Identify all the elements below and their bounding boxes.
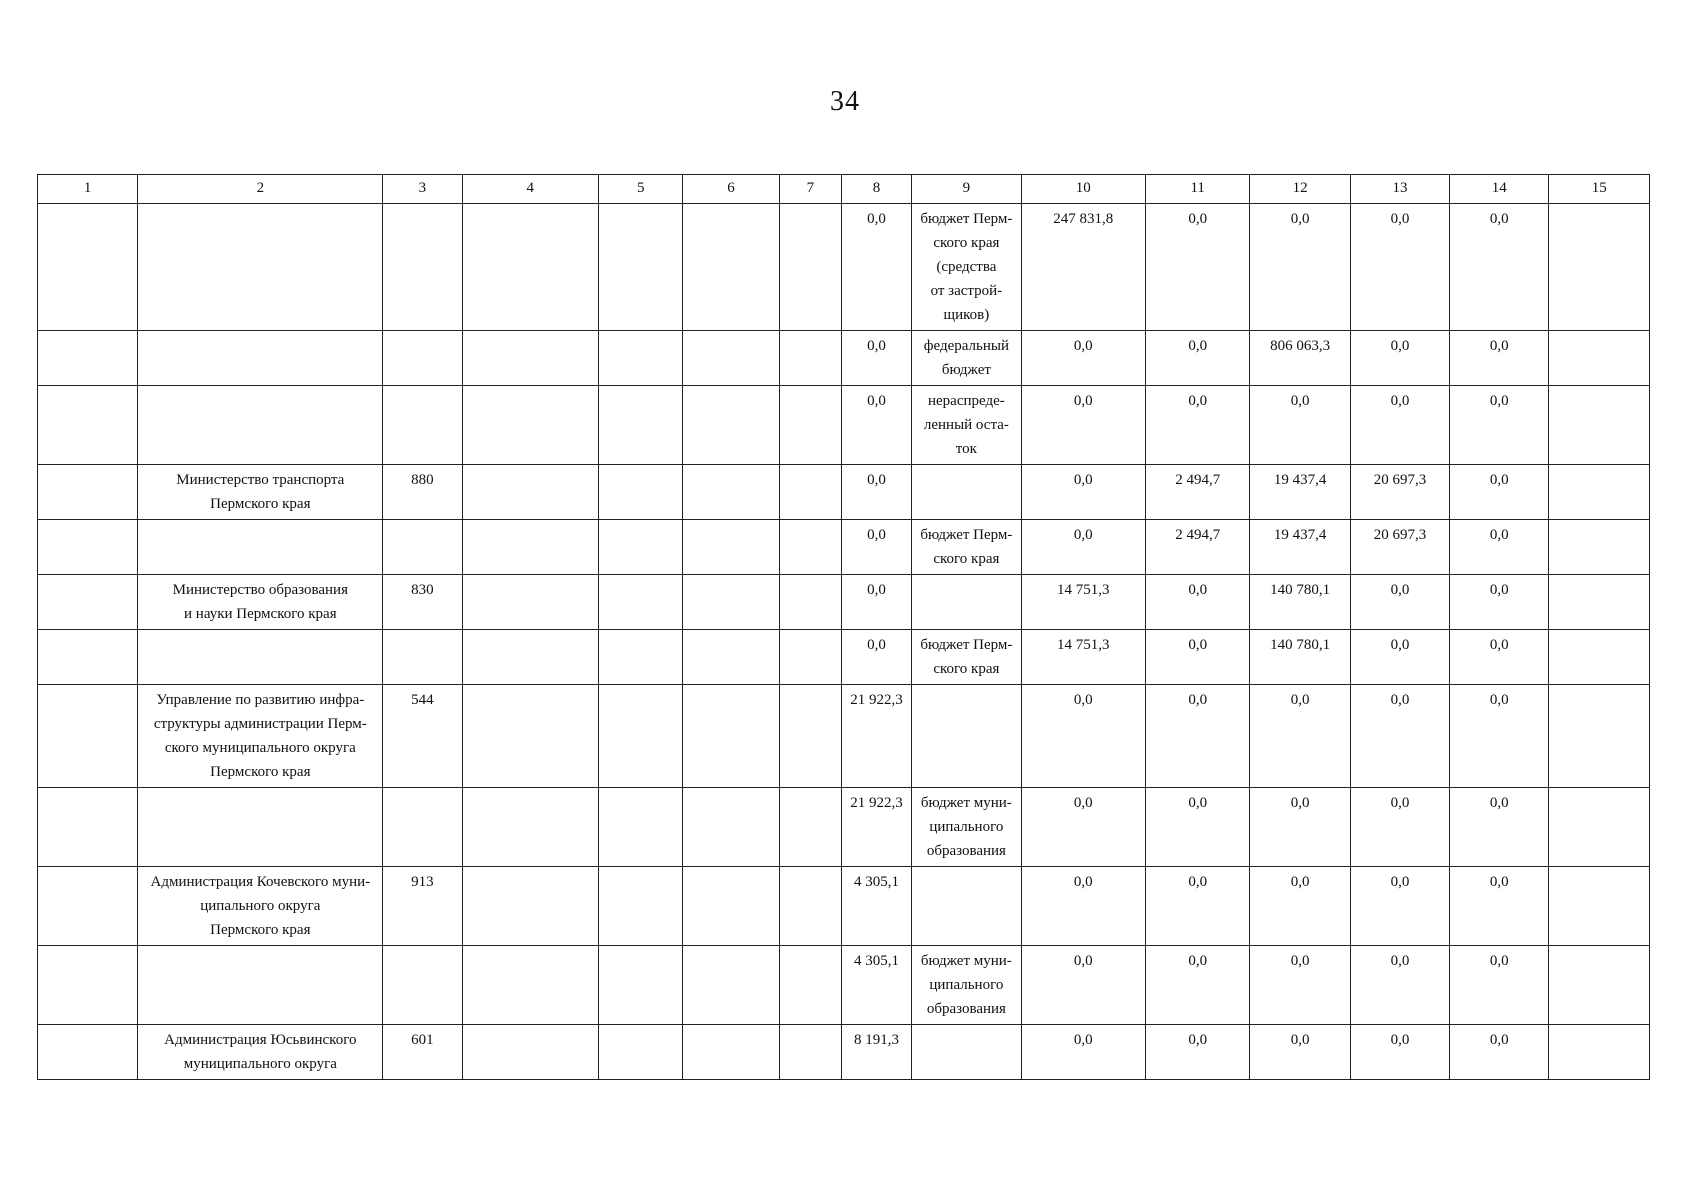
cell-col-14: 0,0 [1450, 204, 1549, 331]
cell-col-13: 0,0 [1350, 331, 1449, 386]
cell-col-13: 0,0 [1350, 867, 1449, 946]
empty-cell-col-4 [462, 1025, 599, 1080]
empty-cell-col-5 [599, 204, 683, 331]
table-row [38, 331, 1650, 386]
cell-col-12: 19 437,4 [1250, 465, 1350, 520]
cell-col-11: 0,0 [1146, 946, 1250, 1025]
cell-col-3: 544 [383, 685, 462, 788]
cell-col-2: Администрация Юсьвинского муниципального округа [138, 1025, 383, 1080]
cell-col-2 [138, 204, 383, 331]
empty-cell-col-15 [1549, 630, 1650, 685]
cell-col-10: 0,0 [1021, 331, 1145, 386]
cell-col-11: 0,0 [1146, 685, 1250, 788]
column-number-3: 3 [383, 175, 462, 204]
empty-cell-col-6 [683, 867, 779, 946]
cell-col-2 [138, 630, 383, 685]
cell-col-12: 19 437,4 [1250, 520, 1350, 575]
empty-cell-col-6 [683, 204, 779, 331]
column-number-2: 2 [138, 175, 383, 204]
cell-col-11: 0,0 [1146, 204, 1250, 331]
cell-col-3 [383, 331, 462, 386]
empty-cell-col-5 [599, 946, 683, 1025]
cell-col-14: 0,0 [1450, 946, 1549, 1025]
empty-cell-col-15 [1549, 520, 1650, 575]
empty-cell-col-7 [779, 204, 841, 331]
cell-col-12: 0,0 [1250, 946, 1350, 1025]
empty-cell-col-5 [599, 575, 683, 630]
cell-col-9 [912, 575, 1021, 630]
cell-col-9: бюджет муни- ципального образования [912, 788, 1021, 867]
empty-cell-col-5 [599, 685, 683, 788]
empty-cell-col-7 [779, 867, 841, 946]
cell-col-3 [383, 630, 462, 685]
empty-cell-col-6 [683, 386, 779, 465]
cell-col-10: 0,0 [1021, 946, 1145, 1025]
empty-cell-col-15 [1549, 204, 1650, 331]
cell-col-11: 0,0 [1146, 575, 1250, 630]
cell-col-10: 0,0 [1021, 386, 1145, 465]
cell-col-3: 601 [383, 1025, 462, 1080]
cell-col-12: 0,0 [1250, 204, 1350, 331]
table-row [38, 788, 1650, 867]
cell-col-10: 0,0 [1021, 788, 1145, 867]
cell-col-9: федеральный бюджет [912, 331, 1021, 386]
cell-col-8: 0,0 [841, 204, 911, 331]
empty-cell-col-7 [779, 788, 841, 867]
cell-col-2 [138, 331, 383, 386]
empty-cell-col-5 [599, 520, 683, 575]
empty-cell-col-7 [779, 946, 841, 1025]
empty-cell-col-4 [462, 575, 599, 630]
empty-cell-col-15 [1549, 685, 1650, 788]
cell-col-3 [383, 386, 462, 465]
empty-cell-col-5 [599, 386, 683, 465]
cell-col-3: 880 [383, 465, 462, 520]
cell-col-8: 4 305,1 [841, 946, 911, 1025]
empty-cell-col-15 [1549, 1025, 1650, 1080]
empty-cell-col-7 [779, 465, 841, 520]
cell-col-14: 0,0 [1450, 465, 1549, 520]
table-row [38, 465, 1650, 520]
empty-cell-col-15 [1549, 867, 1650, 946]
empty-cell-col-1 [38, 685, 138, 788]
empty-cell-col-5 [599, 630, 683, 685]
cell-col-3 [383, 520, 462, 575]
empty-cell-col-6 [683, 331, 779, 386]
cell-col-13: 0,0 [1350, 386, 1449, 465]
empty-cell-col-15 [1549, 465, 1650, 520]
cell-col-8: 0,0 [841, 331, 911, 386]
empty-cell-col-6 [683, 946, 779, 1025]
column-number-5: 5 [599, 175, 683, 204]
cell-col-12: 0,0 [1250, 386, 1350, 465]
cell-col-2: Управление по развитию инфра- структуры администрации Перм- ского муниципального округа Пермского края [138, 685, 383, 788]
empty-cell-col-4 [462, 520, 599, 575]
cell-col-13: 20 697,3 [1350, 520, 1449, 575]
column-number-11: 11 [1146, 175, 1250, 204]
cell-col-3 [383, 788, 462, 867]
empty-cell-col-1 [38, 331, 138, 386]
cell-col-8: 0,0 [841, 386, 911, 465]
table-row [38, 630, 1650, 685]
empty-cell-col-4 [462, 630, 599, 685]
cell-col-12: 806 063,3 [1250, 331, 1350, 386]
empty-cell-col-5 [599, 788, 683, 867]
cell-col-13: 0,0 [1350, 788, 1449, 867]
empty-cell-col-1 [38, 788, 138, 867]
cell-col-2: Министерство транспорта Пермского края [138, 465, 383, 520]
empty-cell-col-15 [1549, 946, 1650, 1025]
empty-cell-col-1 [38, 867, 138, 946]
cell-col-14: 0,0 [1450, 630, 1549, 685]
cell-col-2 [138, 946, 383, 1025]
empty-cell-col-1 [38, 946, 138, 1025]
column-number-4: 4 [462, 175, 599, 204]
table-row [38, 685, 1650, 788]
cell-col-10: 0,0 [1021, 685, 1145, 788]
cell-col-11: 0,0 [1146, 630, 1250, 685]
cell-col-14: 0,0 [1450, 386, 1549, 465]
cell-col-9: бюджет муни- ципального образования [912, 946, 1021, 1025]
column-number-12: 12 [1250, 175, 1350, 204]
column-number-row [38, 175, 1650, 204]
cell-col-13: 0,0 [1350, 204, 1449, 331]
cell-col-10: 0,0 [1021, 867, 1145, 946]
empty-cell-col-7 [779, 331, 841, 386]
cell-col-12: 0,0 [1250, 685, 1350, 788]
cell-col-11: 0,0 [1146, 331, 1250, 386]
column-number-6: 6 [683, 175, 779, 204]
cell-col-9 [912, 685, 1021, 788]
empty-cell-col-6 [683, 1025, 779, 1080]
cell-col-13: 0,0 [1350, 630, 1449, 685]
column-number-10: 10 [1021, 175, 1145, 204]
empty-cell-col-6 [683, 575, 779, 630]
cell-col-9 [912, 465, 1021, 520]
empty-cell-col-1 [38, 204, 138, 331]
cell-col-10: 14 751,3 [1021, 630, 1145, 685]
empty-cell-col-1 [38, 630, 138, 685]
page-number: 34 [830, 86, 860, 117]
cell-col-10: 14 751,3 [1021, 575, 1145, 630]
empty-cell-col-4 [462, 386, 599, 465]
cell-col-13: 0,0 [1350, 685, 1449, 788]
table-row [38, 520, 1650, 575]
empty-cell-col-15 [1549, 575, 1650, 630]
empty-cell-col-6 [683, 520, 779, 575]
empty-cell-col-7 [779, 630, 841, 685]
empty-cell-col-6 [683, 685, 779, 788]
cell-col-2: Администрация Кочевского муни- ципального округа Пермского края [138, 867, 383, 946]
cell-col-13: 0,0 [1350, 946, 1449, 1025]
cell-col-14: 0,0 [1450, 520, 1549, 575]
empty-cell-col-1 [38, 520, 138, 575]
cell-col-11: 2 494,7 [1146, 520, 1250, 575]
cell-col-12: 0,0 [1250, 788, 1350, 867]
empty-cell-col-6 [683, 465, 779, 520]
cell-col-11: 2 494,7 [1146, 465, 1250, 520]
cell-col-2 [138, 788, 383, 867]
cell-col-9: бюджет Перм- ского края (средства от застрой- щиков) [912, 204, 1021, 331]
cell-col-8: 0,0 [841, 520, 911, 575]
table-row [38, 204, 1650, 331]
cell-col-14: 0,0 [1450, 788, 1549, 867]
cell-col-2 [138, 520, 383, 575]
column-number-14: 14 [1450, 175, 1549, 204]
empty-cell-col-1 [38, 465, 138, 520]
empty-cell-col-6 [683, 630, 779, 685]
table-body [38, 175, 1650, 1080]
cell-col-9: бюджет Перм- ского края [912, 630, 1021, 685]
empty-cell-col-15 [1549, 331, 1650, 386]
cell-col-13: 20 697,3 [1350, 465, 1449, 520]
empty-cell-col-5 [599, 867, 683, 946]
cell-col-14: 0,0 [1450, 685, 1549, 788]
cell-col-8: 21 922,3 [841, 685, 911, 788]
empty-cell-col-4 [462, 465, 599, 520]
cell-col-3 [383, 946, 462, 1025]
cell-col-10: 0,0 [1021, 1025, 1145, 1080]
cell-col-2: Министерство образования и науки Пермского края [138, 575, 383, 630]
empty-cell-col-4 [462, 946, 599, 1025]
cell-col-3 [383, 204, 462, 331]
column-number-13: 13 [1350, 175, 1449, 204]
empty-cell-col-7 [779, 386, 841, 465]
column-number-15: 15 [1549, 175, 1650, 204]
empty-cell-col-4 [462, 788, 599, 867]
empty-cell-col-6 [683, 788, 779, 867]
cell-col-8: 0,0 [841, 465, 911, 520]
cell-col-14: 0,0 [1450, 1025, 1549, 1080]
cell-col-9: бюджет Перм- ского края [912, 520, 1021, 575]
cell-col-10: 0,0 [1021, 465, 1145, 520]
cell-col-12: 140 780,1 [1250, 630, 1350, 685]
empty-cell-col-4 [462, 204, 599, 331]
cell-col-2 [138, 386, 383, 465]
cell-col-13: 0,0 [1350, 575, 1449, 630]
cell-col-8: 0,0 [841, 630, 911, 685]
cell-col-10: 0,0 [1021, 520, 1145, 575]
column-number-1: 1 [38, 175, 138, 204]
table-row [38, 867, 1650, 946]
cell-col-10: 247 831,8 [1021, 204, 1145, 331]
empty-cell-col-7 [779, 685, 841, 788]
empty-cell-col-1 [38, 1025, 138, 1080]
empty-cell-col-4 [462, 685, 599, 788]
empty-cell-col-5 [599, 331, 683, 386]
empty-cell-col-5 [599, 465, 683, 520]
cell-col-13: 0,0 [1350, 1025, 1449, 1080]
cell-col-11: 0,0 [1146, 386, 1250, 465]
cell-col-9 [912, 1025, 1021, 1080]
table-row [38, 946, 1650, 1025]
cell-col-9: нераспреде- ленный оста- ток [912, 386, 1021, 465]
table-row [38, 575, 1650, 630]
cell-col-8: 0,0 [841, 575, 911, 630]
cell-col-8: 21 922,3 [841, 788, 911, 867]
cell-col-11: 0,0 [1146, 867, 1250, 946]
cell-col-3: 913 [383, 867, 462, 946]
table-row [38, 1025, 1650, 1080]
empty-cell-col-7 [779, 1025, 841, 1080]
empty-cell-col-15 [1549, 788, 1650, 867]
cell-col-8: 8 191,3 [841, 1025, 911, 1080]
empty-cell-col-1 [38, 575, 138, 630]
column-number-7: 7 [779, 175, 841, 204]
cell-col-3: 830 [383, 575, 462, 630]
empty-cell-col-5 [599, 1025, 683, 1080]
empty-cell-col-1 [38, 386, 138, 465]
cell-col-8: 4 305,1 [841, 867, 911, 946]
empty-cell-col-4 [462, 867, 599, 946]
table-row [38, 386, 1650, 465]
empty-cell-col-4 [462, 331, 599, 386]
empty-cell-col-7 [779, 520, 841, 575]
cell-col-14: 0,0 [1450, 331, 1549, 386]
cell-col-12: 0,0 [1250, 1025, 1350, 1080]
cell-col-12: 140 780,1 [1250, 575, 1350, 630]
cell-col-11: 0,0 [1146, 1025, 1250, 1080]
empty-cell-col-7 [779, 575, 841, 630]
budget-table [37, 174, 1650, 1080]
column-number-9: 9 [912, 175, 1021, 204]
cell-col-12: 0,0 [1250, 867, 1350, 946]
cell-col-9 [912, 867, 1021, 946]
column-number-8: 8 [841, 175, 911, 204]
cell-col-14: 0,0 [1450, 867, 1549, 946]
cell-col-14: 0,0 [1450, 575, 1549, 630]
empty-cell-col-15 [1549, 386, 1650, 465]
cell-col-11: 0,0 [1146, 788, 1250, 867]
